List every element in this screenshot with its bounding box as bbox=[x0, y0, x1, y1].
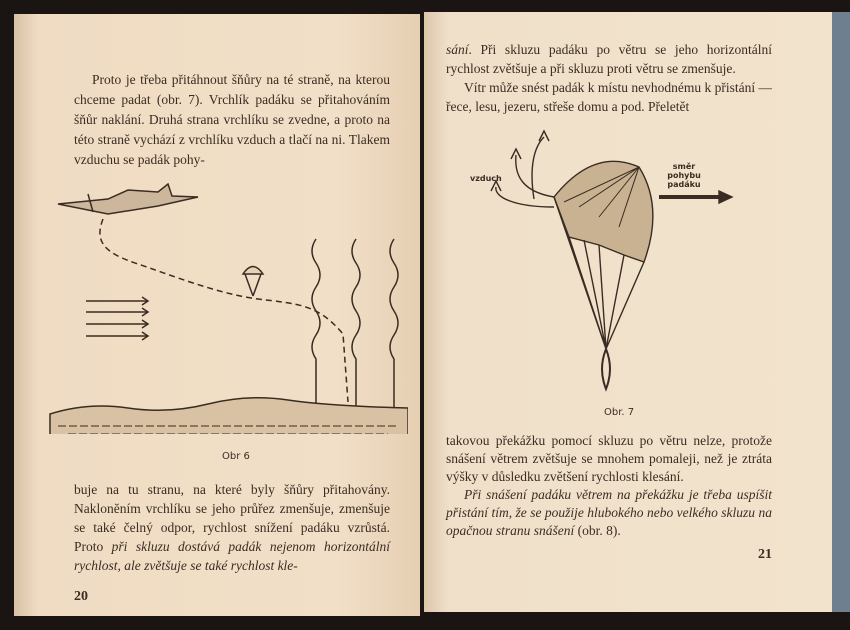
italic-text: Při snášení padáku větrem na překážku je třeba uspíšit přistání tím, že se použije hlubokého nebo velkého skluzu na opačnou stranu snášení bbox=[446, 487, 772, 538]
air-label: vzduch bbox=[470, 174, 502, 183]
wind-arrow bbox=[86, 301, 148, 336]
paragraph-text: buje na tu stranu, na které byly šňůry přitahovány. Naklonĕním vrchlíku se jeho průřez zmenšuje, zmenšuje se také čelný odpor, rychlost snížení padáku vzrůstá. Proto bbox=[74, 482, 390, 554]
air-arrow bbox=[496, 137, 554, 207]
harness bbox=[602, 349, 610, 389]
figure-6-illustration bbox=[48, 164, 408, 434]
italic-text: sání bbox=[446, 42, 469, 57]
figure-7-illustration bbox=[474, 127, 804, 407]
wavy-arrow bbox=[312, 239, 320, 419]
right-page bbox=[424, 12, 832, 612]
paragraph-text: . Při skluzu padáku po větru se jeho horizontální rychlost zvětšuje a při skluzu proti větru se zmenšuje. bbox=[446, 42, 772, 76]
airplane-icon bbox=[58, 184, 198, 214]
book-edge bbox=[832, 12, 850, 612]
paragraph-text: (obr. 8). bbox=[574, 523, 621, 538]
left-page bbox=[14, 14, 420, 616]
page-number: 20 bbox=[74, 589, 88, 604]
page-number: 21 bbox=[758, 547, 772, 562]
small-parachute-icon bbox=[243, 267, 263, 297]
figure-6-caption: Obr 6 bbox=[222, 451, 250, 462]
landscape bbox=[50, 398, 408, 434]
left-bottom-paragraph bbox=[74, 480, 390, 606]
italic-text: při skluzu dostává padák nejenom horizontální rychlost, ale zvětšuje se také rychlost kle- bbox=[74, 539, 390, 573]
paragraph-text: takovou překážku pomocí skluzu po větru nelze, protože snášení větrem zvětšuje se mnohem pomaleji, než je ztráta výšky v důsledku zvětšení rychlosti klesání. bbox=[446, 433, 772, 484]
paragraph-text: Vítr může snést padák k místu nevhodnému k přistání — řece, lesu, jezeru, střeše domu a pod. Přeletět bbox=[446, 80, 772, 114]
right-top-paragraph bbox=[446, 40, 772, 116]
right-bottom-paragraph bbox=[446, 432, 772, 564]
trajectory-line bbox=[100, 219, 348, 402]
direction-label: směr pohybu padáku bbox=[667, 162, 701, 189]
paragraph-text: Proto je třeba přitáhnout šňůry na té straně, na kterou chceme padat (obr. 7). Vrchlík padáku se přitahováním šňůr naklání. Druhá strana vrchlíku se zvedne, a proto na této straně vychází z vrchlíku vzduch a tlačí na ni. Tlakem vzduchu se padák pohy- bbox=[74, 72, 390, 167]
figure-7-caption: Obr. 7 bbox=[604, 407, 635, 418]
left-top-paragraph bbox=[74, 70, 390, 170]
